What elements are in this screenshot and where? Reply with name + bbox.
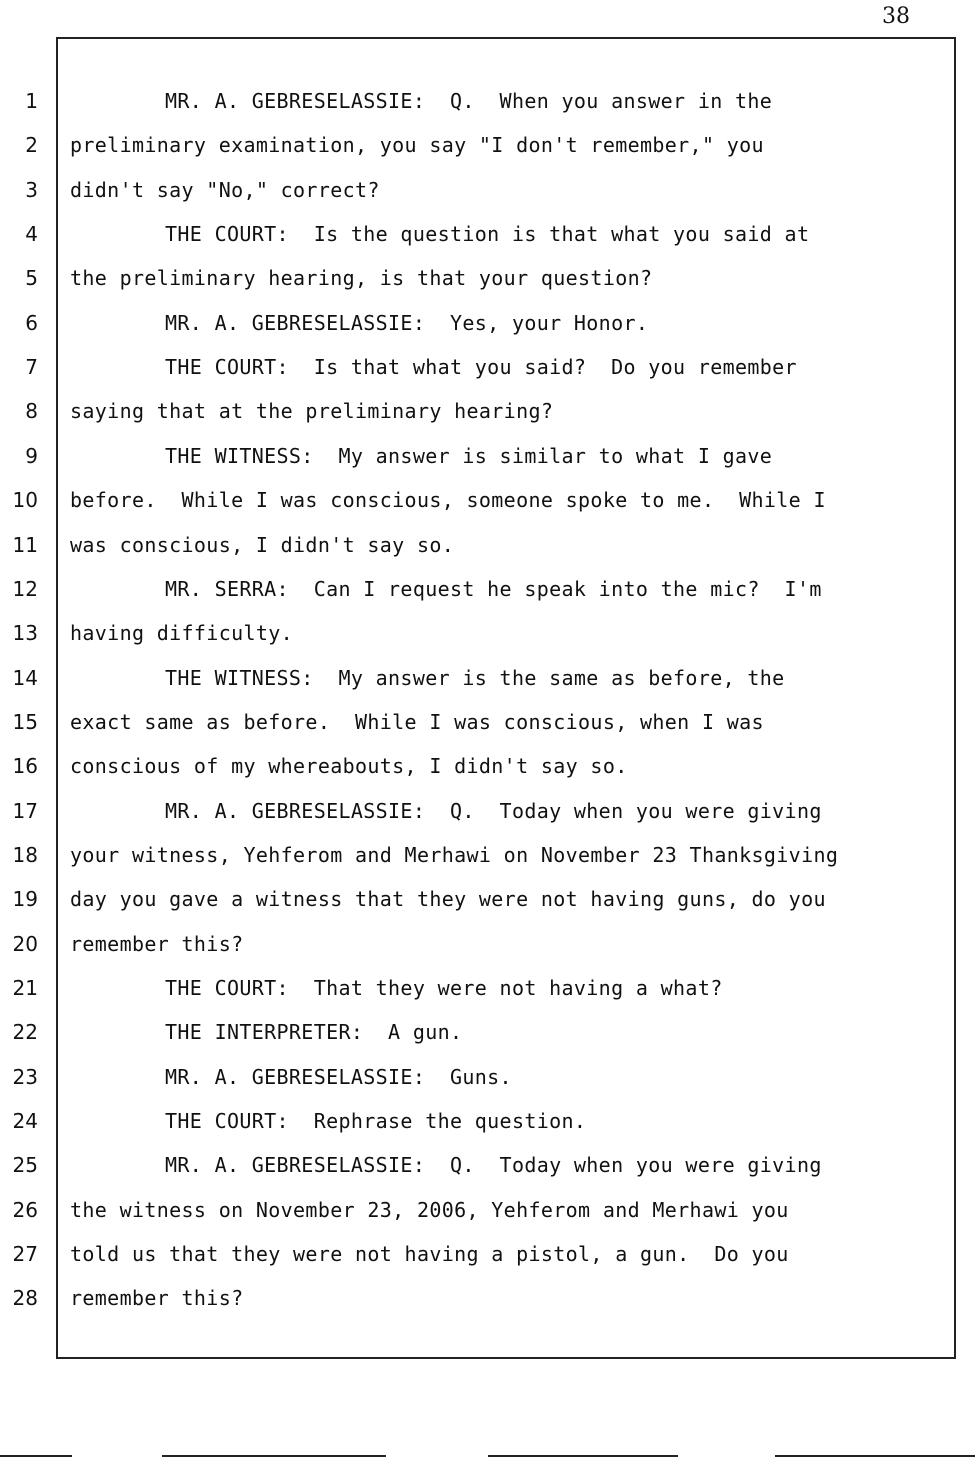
line-text: MR. A. GEBRESELASSIE: Q. Today when you were giving [165, 798, 822, 823]
footer-rule-right [775, 1455, 975, 1457]
line-text: before. While I was conscious, someone spoke to me. While I [70, 488, 826, 513]
line-number: 13 [12, 621, 38, 646]
line-text: exact same as before. While I was conscious, when I was [70, 709, 764, 734]
line-number: 23 [12, 1064, 38, 1089]
footer-rule-center-right [488, 1455, 678, 1457]
transcript-line [0, 1197, 975, 1241]
line-text: told us that they were not having a pistol, a gun. Do you [70, 1242, 789, 1267]
transcript-line [0, 1019, 975, 1063]
page-number: 38 [882, 4, 910, 29]
transcript-line [0, 709, 975, 753]
line-text: MR. A. GEBRESELASSIE: Guns. [165, 1064, 512, 1089]
line-text: didn't say "No," correct? [70, 177, 380, 202]
line-text: was conscious, I didn't say so. [70, 532, 455, 557]
line-text: remember this? [70, 1286, 244, 1311]
line-text: day you gave a witness that they were not having guns, do you [70, 887, 826, 912]
line-number: 4 [25, 222, 38, 247]
line-text: MR. SERRA: Can I request he speak into the mic? I'm [165, 576, 822, 601]
line-text: MR. A. GEBRESELASSIE: Q. Today when you were giving [165, 1153, 822, 1178]
line-text: preliminary examination, you say "I don't remember," you [70, 133, 764, 158]
line-text: MR. A. GEBRESELASSIE: Q. When you answer in the [165, 89, 773, 113]
line-text: the preliminary hearing, is that your question? [70, 266, 653, 291]
line-text: saying that at the preliminary hearing? [70, 399, 554, 424]
line-text: THE WITNESS: My answer is similar to what I gave [165, 443, 773, 468]
line-number: 22 [12, 1020, 38, 1045]
line-text: THE WITNESS: My answer is the same as before, the [165, 665, 785, 690]
transcript-line [0, 310, 975, 354]
line-number: 1 [25, 89, 38, 113]
line-number: 20 [12, 931, 38, 956]
transcript-line [0, 398, 975, 442]
transcript-line [0, 487, 975, 531]
line-text: conscious of my whereabouts, I didn't say so. [70, 754, 628, 779]
line-number: 24 [12, 1109, 38, 1134]
line-number: 8 [25, 399, 38, 424]
line-text: having difficulty. [70, 621, 294, 646]
transcript-line [0, 1064, 975, 1108]
line-text: your witness, Yehferom and Merhawi on November 23 Thanksgiving [70, 842, 839, 867]
line-text: THE COURT: Is the question is that what you said at [165, 222, 810, 247]
line-number: 15 [12, 709, 38, 734]
line-text: THE COURT: Rephrase the question. [165, 1109, 587, 1134]
transcript-line [0, 886, 975, 930]
line-number: 12 [12, 576, 38, 601]
line-text: THE COURT: Is that what you said? Do you remember [165, 355, 797, 380]
line-number: 2 [25, 133, 38, 158]
line-number: 10 [12, 488, 38, 513]
transcript-line [0, 842, 975, 886]
transcript-line [0, 665, 975, 709]
footer-rule-center-left [162, 1455, 386, 1457]
line-number: 19 [12, 887, 38, 912]
transcript-line [0, 1108, 975, 1152]
line-number: 3 [25, 177, 38, 202]
transcript-line [0, 177, 975, 221]
transcript-line [0, 620, 975, 664]
line-number: 25 [12, 1153, 38, 1178]
line-number: 9 [25, 443, 38, 468]
line-text: MR. A. GEBRESELASSIE: Yes, your Honor. [165, 310, 649, 335]
transcript-line [0, 532, 975, 576]
line-number: 7 [25, 355, 38, 380]
transcript-line [0, 88, 975, 132]
transcript-line [0, 576, 975, 620]
line-number: 16 [12, 754, 38, 779]
line-number: 6 [25, 310, 38, 335]
line-number: 18 [12, 842, 38, 867]
line-text: THE INTERPRETER: A gun. [165, 1020, 463, 1045]
line-number: 5 [25, 266, 38, 291]
transcript-line [0, 1241, 975, 1285]
transcript-line [0, 753, 975, 797]
line-number: 11 [12, 532, 38, 557]
transcript-line [0, 221, 975, 265]
line-text: the witness on November 23, 2006, Yehferom and Merhawi you [70, 1197, 789, 1222]
transcript-line [0, 1285, 975, 1329]
line-number: 21 [12, 976, 38, 1000]
transcript-line [0, 132, 975, 176]
line-number: 28 [12, 1286, 38, 1311]
transcript-line [0, 443, 975, 487]
transcript-line [0, 265, 975, 309]
footer-rule-left [0, 1455, 72, 1457]
line-number: 26 [12, 1197, 38, 1222]
line-number: 17 [12, 798, 38, 823]
transcript-line [0, 354, 975, 398]
line-number: 14 [12, 665, 38, 690]
line-text: remember this? [70, 931, 244, 956]
line-text: THE COURT: That they were not having a what? [165, 976, 723, 1000]
transcript-line [0, 1152, 975, 1196]
line-number: 27 [12, 1242, 38, 1267]
transcript-line [0, 975, 975, 1019]
transcript-line [0, 931, 975, 975]
transcript-line [0, 798, 975, 842]
